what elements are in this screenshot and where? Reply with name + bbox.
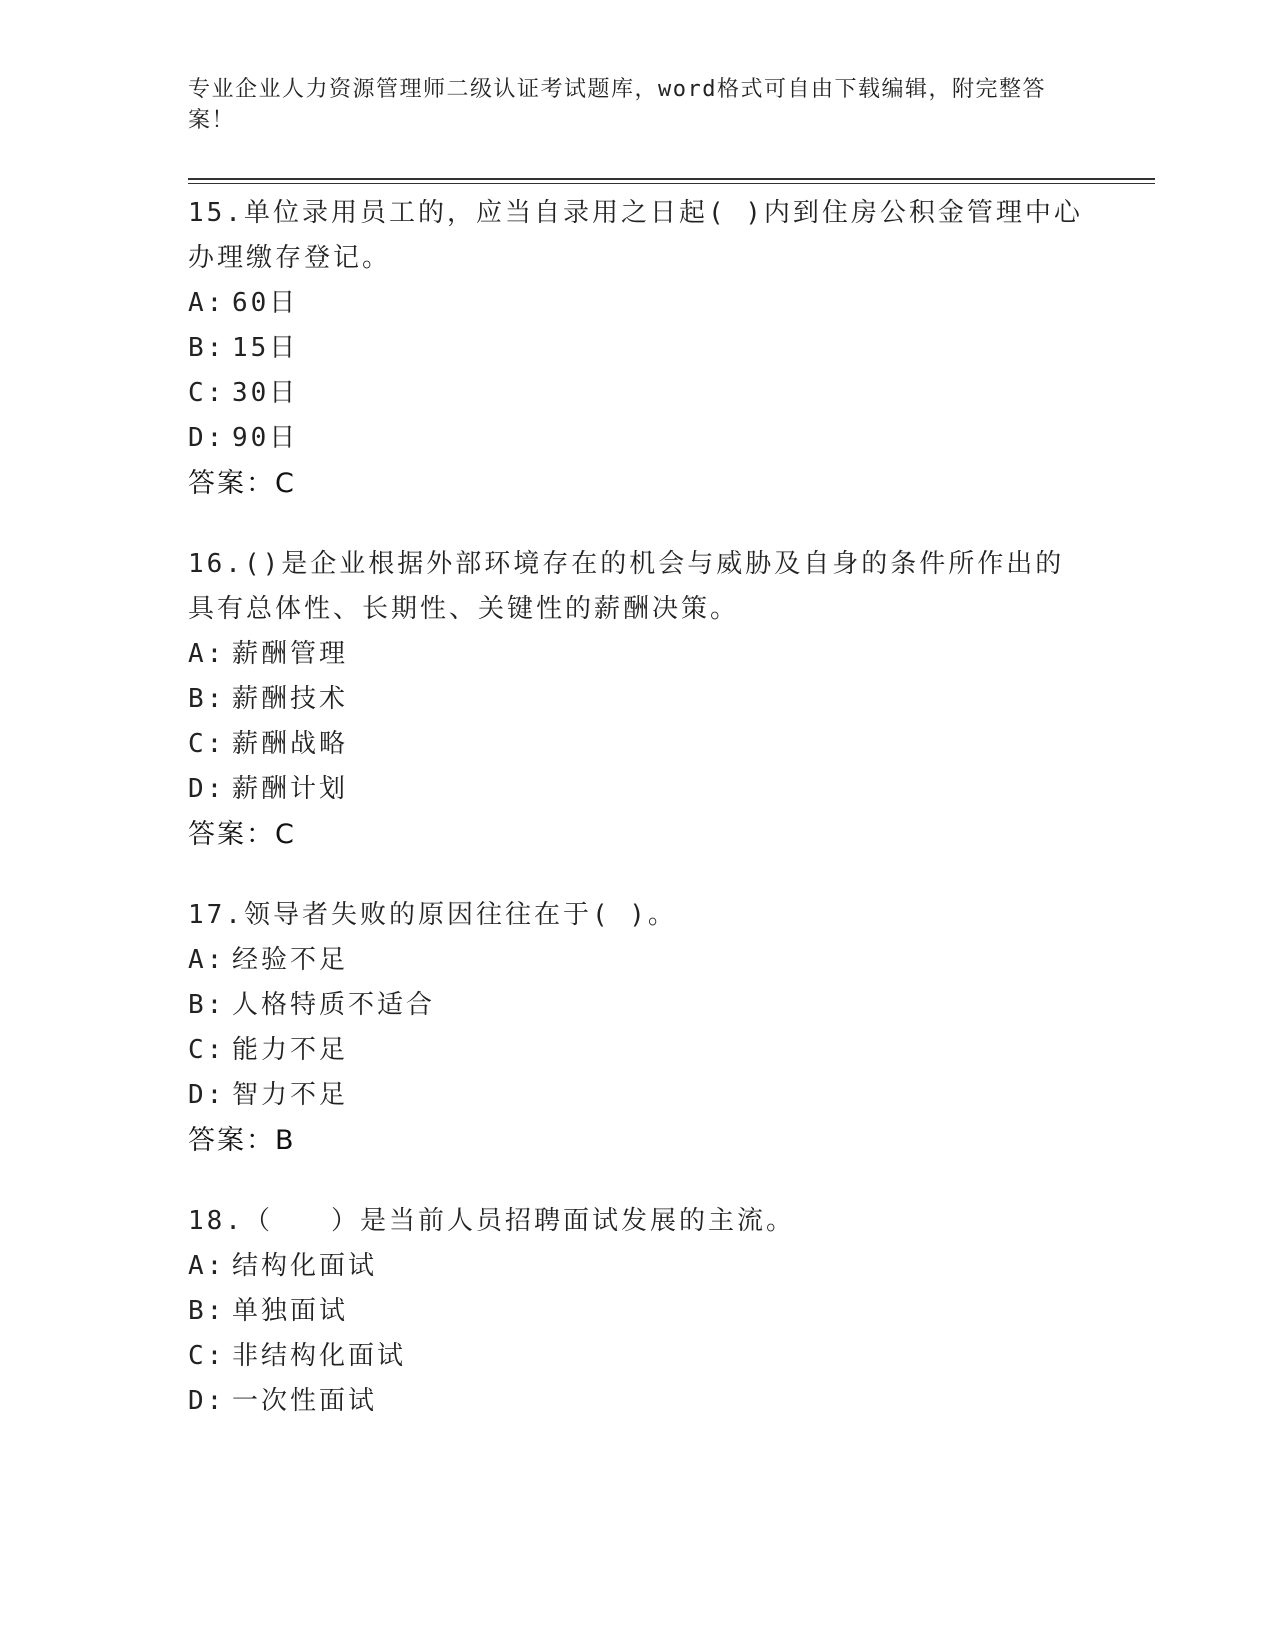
question-16: [188, 542, 1088, 857]
question-list: [188, 191, 1088, 1460]
option-c: [188, 1028, 1088, 1073]
option-b: [188, 983, 1088, 1028]
option-a: [188, 632, 1088, 677]
header-note: 专业企业人力资源管理师二级认证考试题库，word格式可自由下载编辑，附完整答案！: [188, 77, 1046, 133]
option-label: C:: [188, 729, 226, 759]
option-label: C:: [188, 1035, 226, 1065]
option-text: 非结构化面试: [232, 1341, 407, 1371]
option-label: A:: [188, 288, 226, 318]
option-d: [188, 767, 1088, 812]
answer-line: 答案：C: [188, 819, 296, 850]
option-text: 15日: [232, 333, 299, 363]
option-text: 薪酬计划: [232, 774, 349, 804]
option-b: [188, 1289, 1088, 1334]
option-text: 单独面试: [232, 1296, 349, 1326]
option-c: [188, 722, 1088, 767]
answer-line: 答案：C: [188, 468, 296, 499]
header-divider-thick: [188, 178, 1155, 180]
option-text: 薪酬管理: [232, 639, 349, 669]
option-text: 一次性面试: [232, 1386, 378, 1416]
option-a: [188, 1244, 1088, 1289]
option-d: [188, 1073, 1088, 1118]
question-stem: 16.()是企业根据外部环境存在的机会与威胁及自身的条件所作出的具有总体性、长期性、关键性的薪酬决策。: [188, 549, 1065, 624]
option-label: B:: [188, 1296, 226, 1326]
question-15: [188, 191, 1088, 506]
question-18: [188, 1199, 1088, 1424]
option-text: 薪酬技术: [232, 684, 349, 714]
option-a: [188, 938, 1088, 983]
option-label: B:: [188, 333, 226, 363]
option-label: D:: [188, 774, 226, 804]
option-label: D:: [188, 1080, 226, 1110]
header-divider-thin: [188, 183, 1155, 184]
option-label: A:: [188, 639, 226, 669]
question-stem: 15.单位录用员工的，应当自录用之日起( )内到住房公积金管理中心办理缴存登记。: [188, 198, 1083, 273]
option-label: C:: [188, 378, 226, 408]
option-text: 智力不足: [232, 1080, 349, 1110]
option-label: B:: [188, 684, 226, 714]
question-stem: 18.（ ）是当前人员招聘面试发展的主流。: [188, 1206, 795, 1236]
option-text: 90日: [232, 423, 299, 453]
option-c: [188, 371, 1088, 416]
option-label: A:: [188, 945, 226, 975]
answer-line: 答案：B: [188, 1125, 296, 1156]
option-text: 30日: [232, 378, 299, 408]
question-17: [188, 893, 1088, 1163]
option-text: 经验不足: [232, 945, 349, 975]
option-text: 薪酬战略: [232, 729, 349, 759]
option-label: D:: [188, 423, 226, 453]
option-d: [188, 1379, 1088, 1424]
option-text: 60日: [232, 288, 299, 318]
option-label: A:: [188, 1251, 226, 1281]
option-label: B:: [188, 990, 226, 1020]
question-stem: 17.领导者失败的原因往往在于( )。: [188, 900, 677, 930]
option-label: C:: [188, 1341, 226, 1371]
option-d: [188, 416, 1088, 461]
option-b: [188, 326, 1088, 371]
option-text: 能力不足: [232, 1035, 349, 1065]
option-c: [188, 1334, 1088, 1379]
option-label: D:: [188, 1386, 226, 1416]
option-text: 人格特质不适合: [232, 990, 436, 1020]
option-text: 结构化面试: [232, 1251, 378, 1281]
option-b: [188, 677, 1088, 722]
option-a: [188, 281, 1088, 326]
